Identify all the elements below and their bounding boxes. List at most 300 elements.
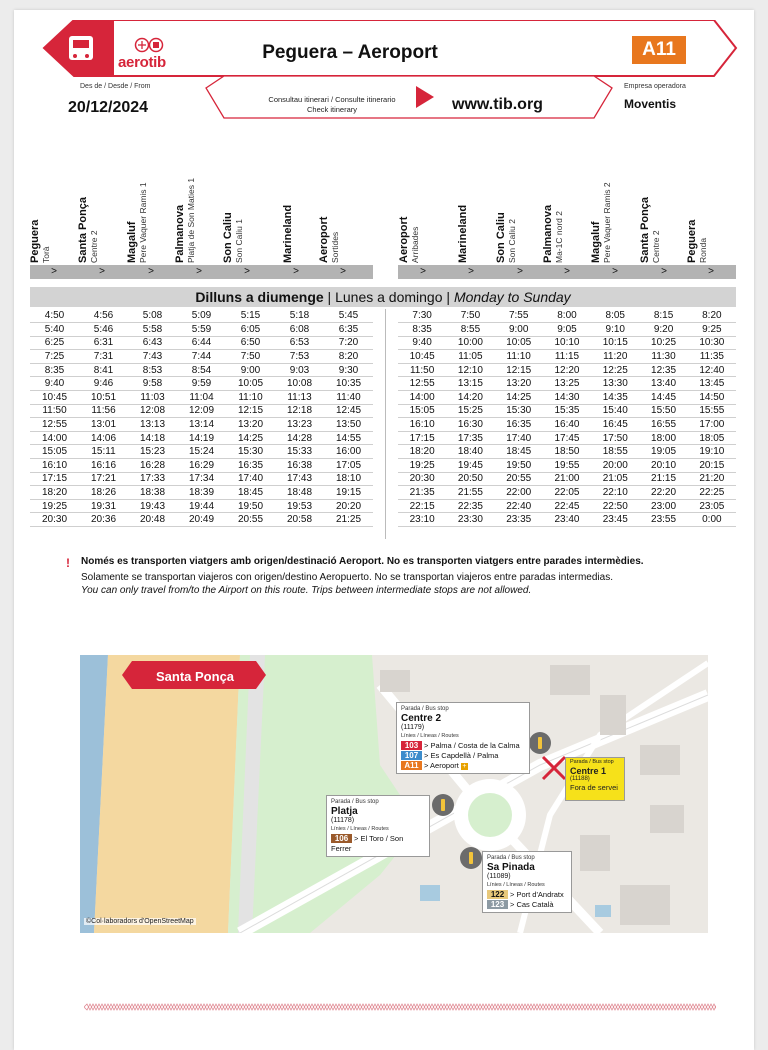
route-row: 103 > Palma / Costa de la Calma [401,741,525,751]
time-cell: 15:33 [275,445,324,459]
time-cell: 22:40 [495,499,543,513]
time-cell: 15:30 [495,404,543,418]
direction-arrow: > [564,266,570,277]
direction-arrow: > [612,266,618,277]
time-cell: 22:20 [639,486,687,500]
time-cell: 21:25 [324,513,373,527]
time-cell: 9:25 [688,323,736,337]
time-cell: 7:31 [79,350,128,364]
time-cell: 12:25 [591,363,639,377]
time-cell: 14:18 [128,431,177,445]
time-cell: 11:03 [128,391,177,405]
time-cell: 12:55 [30,418,79,432]
table-row [398,377,736,391]
time-cell: 9:05 [543,323,591,337]
time-cell: 4:56 [79,309,128,323]
table-row [30,459,373,473]
time-cell: 10:15 [591,336,639,350]
time-cell: 9:00 [495,323,543,337]
time-cell: 22:10 [591,486,639,500]
time-cell: 7:20 [324,336,373,350]
time-cell: 21:55 [446,486,494,500]
time-cell: 18:45 [495,445,543,459]
time-cell: 13:01 [79,418,128,432]
time-cell: 7:50 [446,309,494,323]
bus-stop-icon-sapinada[interactable] [460,847,482,869]
time-cell: 20:36 [79,513,128,527]
outbound-stop-6: Aeroport Sortides [318,216,340,263]
time-cell: 10:10 [543,336,591,350]
time-cell: 14:00 [398,391,446,405]
time-cell: 13:20 [226,418,275,432]
time-cell: 16:45 [591,418,639,432]
time-cell: 20:30 [398,472,446,486]
time-cell: 19:05 [639,445,687,459]
time-cell: 17:45 [543,431,591,445]
direction-arrow: > [661,266,667,277]
time-cell: 11:05 [446,350,494,364]
time-cell: 17:33 [128,472,177,486]
time-cell: 23:45 [591,513,639,527]
time-cell: 22:35 [446,499,494,513]
time-cell: 14:00 [30,431,79,445]
inbound-stop-4: Magaluf Pere Vaquer Ramis 2 [590,182,612,263]
time-cell: 22:00 [495,486,543,500]
time-cell: 11:10 [226,391,275,405]
time-cell: 13:14 [177,418,226,432]
time-cell: 10:45 [398,350,446,364]
time-cell: 22:05 [543,486,591,500]
time-cell: 23:35 [495,513,543,527]
time-cell: 15:11 [79,445,128,459]
table-row [30,323,373,337]
table-row [30,499,373,513]
time-cell: 19:50 [226,499,275,513]
time-cell: 11:04 [177,391,226,405]
table-row [30,391,373,405]
time-cell: 19:25 [398,459,446,473]
time-cell: 23:40 [543,513,591,527]
time-cell: 13:23 [275,418,324,432]
table-row [398,486,736,500]
time-cell: 16:28 [128,459,177,473]
time-cell: 16:10 [30,459,79,473]
table-row [398,431,736,445]
time-cell: 17:50 [591,431,639,445]
from-label: Des de / Desde / From [80,83,151,90]
area-label: Santa Ponça [156,669,235,684]
time-cell: 16:16 [79,459,128,473]
table-row [30,350,373,364]
time-cell: 22:45 [543,499,591,513]
time-cell: 14:25 [495,391,543,405]
stop-box-centre1: Parada / Bus stop Centre 1 (11188) Fora de servei [565,757,625,801]
time-cell: 12:10 [446,363,494,377]
outbound-stop-3: Palmanova Platja de Son Maties 1 [174,177,196,263]
time-cell: 15:25 [446,404,494,418]
table-row [30,472,373,486]
stop-status: Fora de servei [570,783,618,792]
time-cell: 11:50 [30,404,79,418]
time-cell: 19:31 [79,499,128,513]
time-cell: 14:50 [688,391,736,405]
route-title: Peguera – Aeroport [262,42,438,63]
time-cell: 5:40 [30,323,79,337]
table-row [398,391,736,405]
time-cell: 9:10 [591,323,639,337]
time-cell: 23:55 [639,513,687,527]
time-cell: 7:53 [275,350,324,364]
time-cell: 6:50 [226,336,275,350]
time-cell: 20:50 [446,472,494,486]
time-cell: 13:15 [446,377,494,391]
time-cell: 20:00 [591,459,639,473]
time-cell: 13:40 [639,377,687,391]
direction-arrow: > [708,266,714,277]
time-cell: 5:18 [275,309,324,323]
time-cell: 14:35 [591,391,639,405]
inbound-stop-1: Marineland [457,204,469,263]
table-row [398,309,736,323]
time-cell: 9:20 [639,323,687,337]
route-row: 123 > Cas Català [487,900,567,910]
time-cell: 21:00 [543,472,591,486]
time-cell: 12:18 [275,404,324,418]
time-cell: 18:20 [398,445,446,459]
time-cell: 8:20 [324,350,373,364]
time-cell: 20:49 [177,513,226,527]
time-cell: 8:35 [30,363,79,377]
time-cell: 15:05 [30,445,79,459]
time-cell: 16:00 [324,445,373,459]
time-cell: 11:56 [79,404,128,418]
website-link[interactable]: www.tib.org [452,96,543,113]
airport-icon: + [462,763,467,770]
time-cell: 10:05 [495,336,543,350]
time-cell: 9:59 [177,377,226,391]
bus-stop-icon-platja[interactable] [432,794,454,816]
time-cell: 18:10 [324,472,373,486]
time-cell: 19:45 [446,459,494,473]
inbound-stop-6: Peguera Ronda [686,219,708,263]
time-cell: 5:46 [79,323,128,337]
route-row: 106 > El Toro / Son Ferrer [331,834,404,853]
time-cell: 6:05 [226,323,275,337]
time-cell: 23:30 [446,513,494,527]
time-cell: 7:25 [30,350,79,364]
inbound-timetable [398,309,736,527]
time-cell: 5:09 [177,309,226,323]
time-cell: 22:25 [688,486,736,500]
time-cell: 14:28 [275,431,324,445]
time-cell: 23:05 [688,499,736,513]
time-cell: 21:15 [639,472,687,486]
time-cell: 18:39 [177,486,226,500]
outbound-stop-0: Peguera Torà [29,219,51,263]
time-cell: 17:15 [30,472,79,486]
time-cell: 15:55 [688,404,736,418]
time-cell: 5:15 [226,309,275,323]
table-row [398,418,736,432]
time-cell: 6:35 [324,323,373,337]
time-cell: 19:50 [495,459,543,473]
time-cell: 20:20 [324,499,373,513]
time-cell: 18:50 [543,445,591,459]
time-cell: 12:35 [639,363,687,377]
time-cell: 14:06 [79,431,128,445]
outbound-timetable [30,309,373,527]
time-cell: 16:30 [446,418,494,432]
time-cell: 7:30 [398,309,446,323]
time-cell: 12:55 [398,377,446,391]
time-cell: 9:46 [79,377,128,391]
table-row [398,363,736,377]
service-days-bar: Dilluns a diumenge | Lunes a domingo | Monday to Sunday [30,287,736,307]
warning-icon: ! [66,556,70,570]
column-divider [385,309,386,539]
time-cell: 11:30 [639,350,687,364]
time-cell: 11:50 [398,363,446,377]
time-cell: 19:55 [543,459,591,473]
direction-arrow: > [468,266,474,277]
time-cell: 9:00 [226,363,275,377]
time-cell: 4:50 [30,309,79,323]
table-row [398,513,736,527]
time-cell: 18:26 [79,486,128,500]
table-row [398,445,736,459]
direction-arrow: > [517,266,523,277]
time-cell: 16:38 [275,459,324,473]
table-row [30,445,373,459]
inbound-stop-5: Santa Ponça Centre 2 [639,196,661,263]
time-cell: 22:15 [398,499,446,513]
direction-arrow: > [196,266,202,277]
time-cell: 9:03 [275,363,324,377]
direction-arrow: > [51,266,57,277]
time-cell: 12:45 [324,404,373,418]
inbound-stop-2: Son Caliu Son Caliu 2 [495,212,517,263]
time-cell: 13:50 [324,418,373,432]
time-cell: 18:38 [128,486,177,500]
time-cell: 10:51 [79,391,128,405]
time-cell: 19:44 [177,499,226,513]
table-row [398,472,736,486]
time-cell: 17:40 [495,431,543,445]
table-row [398,323,736,337]
time-cell: 18:00 [639,431,687,445]
table-row [30,513,373,527]
time-cell: 18:45 [226,486,275,500]
route-row: 122 > Port d'Andratx [487,890,567,900]
table-row [398,459,736,473]
table-row [30,404,373,418]
time-cell: 6:43 [128,336,177,350]
time-cell: 10:00 [446,336,494,350]
time-cell: 23:10 [398,513,446,527]
time-cell: 7:44 [177,350,226,364]
note-catalan: Només es transporten viatgers amb origen/destinació Aeroport. No es transporten viatgers entre parades intermèdies. [81,556,644,567]
time-cell: 5:45 [324,309,373,323]
time-cell: 5:58 [128,323,177,337]
time-cell: 16:35 [226,459,275,473]
time-cell: 6:08 [275,323,324,337]
time-cell: 22:50 [591,499,639,513]
outbound-stop-4: Son Caliu Son Caliu 1 [222,212,244,263]
outbound-stop-5: Marineland [282,204,294,263]
time-cell: 13:30 [591,377,639,391]
time-cell: 16:35 [495,418,543,432]
time-cell: 10:25 [639,336,687,350]
time-cell: 10:05 [226,377,275,391]
time-cell: 9:58 [128,377,177,391]
time-cell: 17:40 [226,472,275,486]
consult-itinerary: Consultau itinerari / Consulte itinerario Check itinerary [268,95,396,114]
time-cell: 14:19 [177,431,226,445]
time-cell: 16:10 [398,418,446,432]
time-cell: 17:35 [446,431,494,445]
time-cell: 18:40 [446,445,494,459]
time-cell: 16:40 [543,418,591,432]
time-cell: 18:48 [275,486,324,500]
time-cell: 10:45 [30,391,79,405]
time-cell: 6:53 [275,336,324,350]
time-cell: 13:25 [543,377,591,391]
time-cell: 14:45 [639,391,687,405]
table-row [30,418,373,432]
route-row: 107 > Es Capdellà / Palma [401,751,525,761]
outbound-stop-1: Santa Ponça Centre 2 [77,196,99,263]
time-cell: 17:43 [275,472,324,486]
time-cell: 6:25 [30,336,79,350]
time-cell: 21:20 [688,472,736,486]
time-cell: 19:15 [324,486,373,500]
table-row [30,486,373,500]
note-english: You can only travel from/to the Airport on this route. Trips between intermediate stops are not allowed. [81,585,532,596]
time-cell: 20:15 [688,459,736,473]
time-cell: 15:23 [128,445,177,459]
time-cell: 10:08 [275,377,324,391]
time-cell: 15:40 [591,404,639,418]
time-cell: 9:30 [324,363,373,377]
direction-arrow: > [420,266,426,277]
time-cell: 19:10 [688,445,736,459]
time-cell: 15:30 [226,445,275,459]
time-cell: 12:20 [543,363,591,377]
line-badge: A11 [632,36,686,64]
time-cell: 16:55 [639,418,687,432]
outbound-stop-2: Magaluf Pere Vaquer Ramis 1 [126,182,148,263]
table-row [398,404,736,418]
time-cell: 8:00 [543,309,591,323]
time-cell: 5:59 [177,323,226,337]
time-cell: 12:15 [495,363,543,377]
time-cell: 11:10 [495,350,543,364]
brand-logo: aerotib [118,54,166,71]
time-cell: 8:41 [79,363,128,377]
time-cell: 19:43 [128,499,177,513]
bus-stop-icon-centre2[interactable] [529,732,551,754]
direction-arrow: > [99,266,105,277]
time-cell: 8:53 [128,363,177,377]
time-cell: 8:05 [591,309,639,323]
table-row [30,377,373,391]
table-row [30,309,373,323]
time-cell: 21:05 [591,472,639,486]
time-cell: 15:05 [398,404,446,418]
time-cell: 13:20 [495,377,543,391]
operator-label: Empresa operadora [624,83,686,90]
direction-arrow: > [293,266,299,277]
note-spanish: Solamente se transportan viajeros con origen/destino Aeropuerto. No se transportan viajeros entre paradas intermedias. [81,572,613,583]
time-cell: 11:13 [275,391,324,405]
time-cell: 21:35 [398,486,446,500]
time-cell: 20:30 [30,513,79,527]
time-cell: 15:24 [177,445,226,459]
time-cell: 14:20 [446,391,494,405]
time-cell: 14:25 [226,431,275,445]
time-cell: 11:20 [591,350,639,364]
inbound-stop-3: Palmanova Ma-1C nord 2 [542,204,564,263]
time-cell: 9:40 [30,377,79,391]
stop-box-sapinada: Parada / Bus stop Sa Pinada (11089) Línies / Líneas / Routes 122 > Port d'Andratx 123 > Cas Català [482,851,572,913]
table-row [398,350,736,364]
direction-arrow: > [148,266,154,277]
time-cell: 20:55 [495,472,543,486]
time-cell: 11:15 [543,350,591,364]
time-cell: 18:05 [688,431,736,445]
stop-box-platja: Parada / Bus stop Platja (11178) Línies / Líneas / Routes 106 > El Toro / Son Ferrer [326,795,430,857]
time-cell: 14:30 [543,391,591,405]
time-cell: 20:58 [275,513,324,527]
time-cell: 17:00 [688,418,736,432]
footer-decoration [84,1002,716,1012]
time-cell: 8:15 [639,309,687,323]
inbound-stop-0: Aeroport Arribades [398,216,420,263]
time-cell: 17:34 [177,472,226,486]
route-row: A11 > Aeroport + [401,761,525,771]
time-cell: 17:05 [324,459,373,473]
table-row [398,499,736,513]
time-cell: 7:50 [226,350,275,364]
time-cell: 10:35 [324,377,373,391]
time-cell: 0:00 [688,513,736,527]
table-row [30,431,373,445]
time-cell: 8:54 [177,363,226,377]
time-cell: 17:21 [79,472,128,486]
time-cell: 12:15 [226,404,275,418]
time-cell: 15:35 [543,404,591,418]
time-cell: 12:09 [177,404,226,418]
time-cell: 23:00 [639,499,687,513]
time-cell: 18:55 [591,445,639,459]
time-cell: 17:15 [398,431,446,445]
time-cell: 20:55 [226,513,275,527]
time-cell: 8:20 [688,309,736,323]
time-cell: 14:55 [324,431,373,445]
direction-arrow: > [340,266,346,277]
time-cell: 12:08 [128,404,177,418]
valid-from-date: 20/12/2024 [68,99,149,116]
time-cell: 19:53 [275,499,324,513]
time-cell: 15:50 [639,404,687,418]
table-row [398,336,736,350]
time-cell: 18:20 [30,486,79,500]
time-cell: 16:29 [177,459,226,473]
time-cell: 8:35 [398,323,446,337]
time-cell: 8:55 [446,323,494,337]
time-cell: 10:30 [688,336,736,350]
operator-name: Moventis [624,97,677,111]
